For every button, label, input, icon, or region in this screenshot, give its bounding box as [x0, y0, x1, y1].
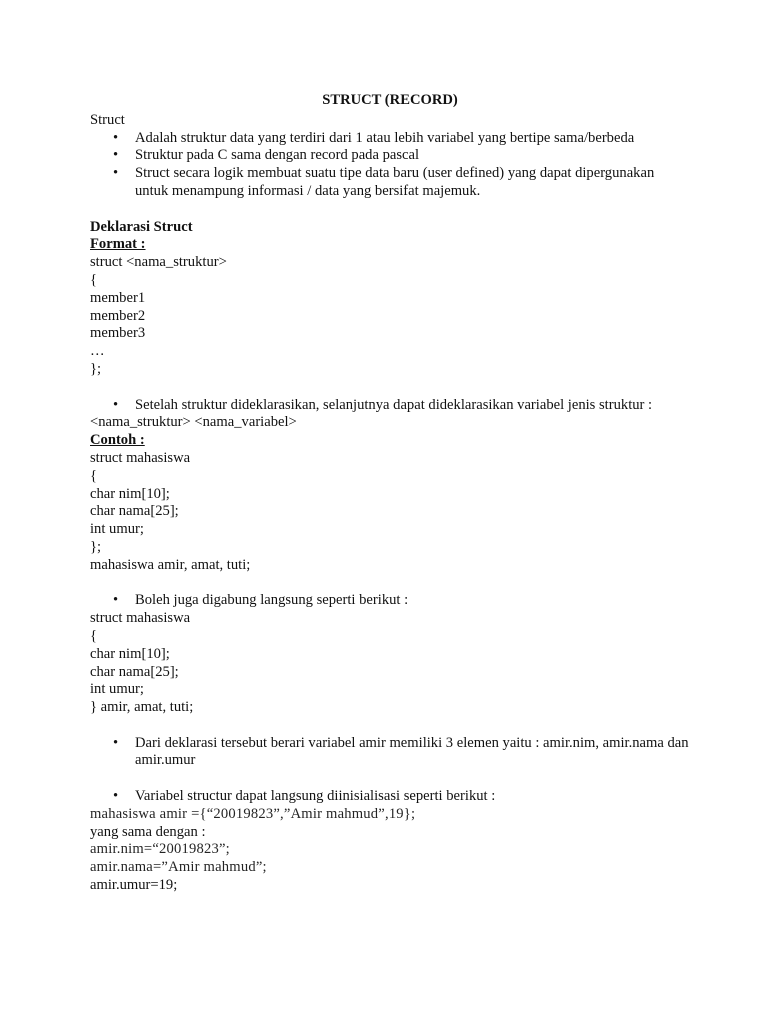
- code-line: amir.umur=19;: [90, 877, 178, 894]
- example-code-block: [90, 450, 690, 575]
- code-line: {: [90, 627, 98, 644]
- list-item: • Dari deklarasi tersebut berari variabel amir memiliki 3 elemen yaitu : amir.nim, amir.nama dan amir.umur: [113, 734, 689, 769]
- code-line: char nim[10];: [90, 645, 170, 662]
- list-item: • Variabel structur dapat langsung diinisialisasi seperti berikut :: [113, 788, 496, 805]
- bullet-icon: •: [113, 129, 119, 146]
- code-line: …: [90, 343, 105, 360]
- variable-syntax: <nama_struktur> <nama_variabel>: [90, 414, 297, 431]
- bullet-icon: •: [113, 147, 119, 164]
- code-line: char nama[25];: [90, 663, 179, 680]
- after-declaration-bullet-list: [90, 397, 690, 415]
- code-line: member3: [90, 325, 146, 342]
- list-item: • Adalah struktur data yang terdiri dari 1 atau lebih variabel yang bertipe sama/berbeda: [113, 129, 635, 146]
- code-line: {: [90, 271, 98, 288]
- combined-code-block: [90, 610, 690, 717]
- section-heading-declaration: Deklarasi Struct: [90, 218, 193, 235]
- bullet-icon: •: [113, 165, 119, 182]
- bullet-icon: •: [113, 396, 119, 413]
- code-line: struct mahasiswa: [90, 610, 191, 627]
- code-line: member1: [90, 289, 146, 306]
- intro-bullet-list: [90, 130, 690, 201]
- init-bullet-list: [90, 788, 690, 806]
- code-line: };: [90, 538, 102, 555]
- init-code-block: [90, 806, 690, 895]
- list-item: • Struktur pada C sama dengan record pada pascal: [113, 147, 420, 164]
- document-page: [90, 92, 690, 895]
- code-line: struct mahasiswa: [90, 449, 191, 466]
- code-line: mahasiswa amir, amat, tuti;: [90, 556, 251, 573]
- code-line: char nama[25];: [90, 503, 179, 520]
- intro-label: Struct: [90, 111, 125, 128]
- list-item: • Setelah struktur dideklarasikan, selanjutnya dapat dideklarasikan variabel jenis struktur :: [113, 396, 653, 413]
- elements-bullet-list: [90, 735, 690, 771]
- format-code-block: [90, 254, 690, 379]
- list-item: • Boleh juga digabung langsung seperti berikut :: [113, 592, 409, 609]
- list-item: • Struct secara logik membuat suatu tipe data baru (user defined) yang dapat dipergunakan untuk menampung informasi / data yang bersifat majemuk.: [113, 165, 655, 199]
- code-line: mahasiswa amir ={“20019823”,”Amir mahmud”,19};: [90, 805, 416, 822]
- code-line: } amir, amat, tuti;: [90, 699, 194, 716]
- page-title: STRUCT (RECORD): [322, 92, 458, 108]
- combined-bullet-list: [90, 592, 690, 610]
- code-line: amir.nama=”Amir mahmud”;: [90, 859, 267, 876]
- code-line: int umur;: [90, 681, 144, 698]
- bullet-icon: •: [113, 734, 119, 751]
- example-label: Contoh :: [90, 432, 145, 449]
- code-line: struct <nama_struktur>: [90, 254, 227, 271]
- code-line: yang sama dengan :: [90, 823, 206, 840]
- bullet-icon: •: [113, 592, 119, 609]
- code-line: };: [90, 360, 102, 377]
- code-line: member2: [90, 307, 146, 324]
- code-line: int umur;: [90, 521, 144, 538]
- code-line: {: [90, 467, 98, 484]
- format-label: Format :: [90, 236, 146, 253]
- bullet-icon: •: [113, 788, 119, 805]
- code-line: char nim[10];: [90, 485, 170, 502]
- code-line: amir.nim=“20019823”;: [90, 841, 230, 858]
